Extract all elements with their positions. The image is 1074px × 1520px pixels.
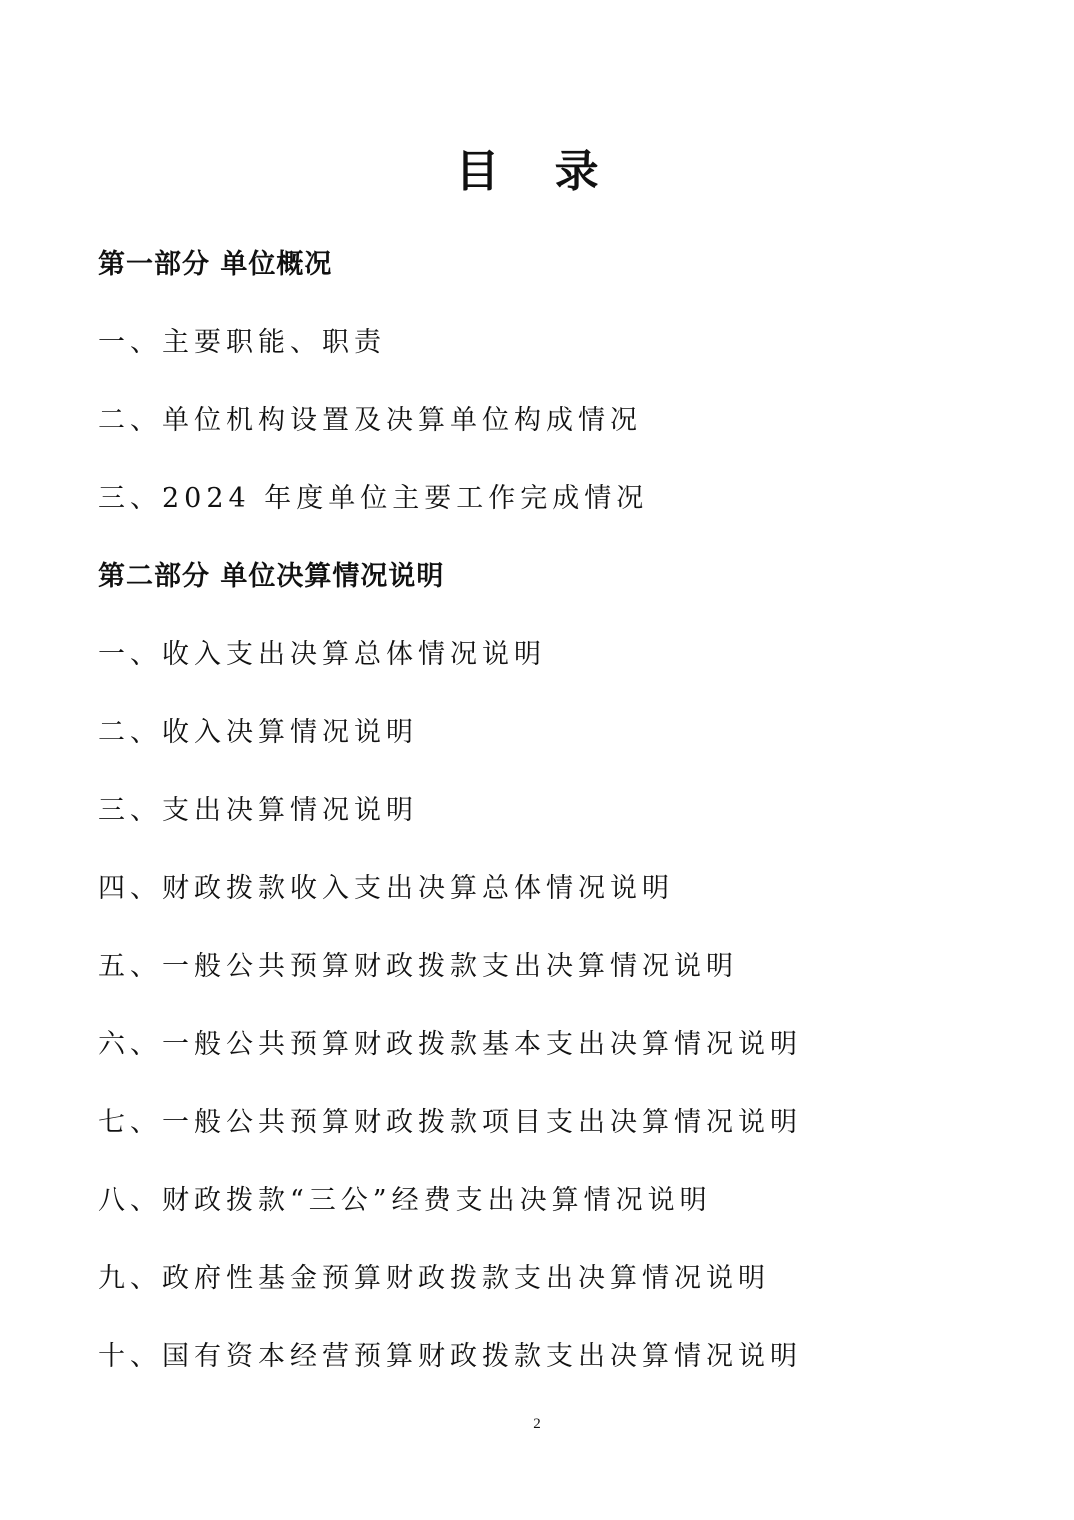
toc-part-heading: 第一部分 单位概况 bbox=[98, 249, 333, 280]
toc-entry: 三、支出决算情况说明 bbox=[98, 795, 418, 826]
toc-entry: 二、收入决算情况说明 bbox=[98, 717, 418, 748]
toc-entry: 三、2024 年度单位主要工作完成情况 bbox=[98, 483, 649, 514]
page-number: 2 bbox=[533, 1416, 541, 1432]
toc-part-heading: 第二部分 单位决算情况说明 bbox=[98, 561, 445, 592]
toc-entry: 一、主要职能、职责 bbox=[98, 327, 386, 358]
toc-entry: 六、一般公共预算财政拨款基本支出决算情况说明 bbox=[98, 1029, 802, 1060]
toc-entry: 八、财政拨款“三公”经费支出决算情况说明 bbox=[98, 1185, 712, 1216]
table-of-contents bbox=[98, 238, 998, 1408]
page-title: 目 录 bbox=[455, 146, 619, 197]
toc-entry: 七、一般公共预算财政拨款项目支出决算情况说明 bbox=[98, 1107, 802, 1138]
toc-entry: 四、财政拨款收入支出决算总体情况说明 bbox=[98, 873, 674, 904]
toc-entry: 五、一般公共预算财政拨款支出决算情况说明 bbox=[98, 951, 738, 982]
toc-entry: 十、国有资本经营预算财政拨款支出决算情况说明 bbox=[98, 1341, 802, 1372]
toc-entry: 一、收入支出决算总体情况说明 bbox=[98, 639, 546, 670]
toc-entry: 二、单位机构设置及决算单位构成情况 bbox=[98, 405, 642, 436]
toc-entry: 九、政府性基金预算财政拨款支出决算情况说明 bbox=[98, 1263, 770, 1294]
